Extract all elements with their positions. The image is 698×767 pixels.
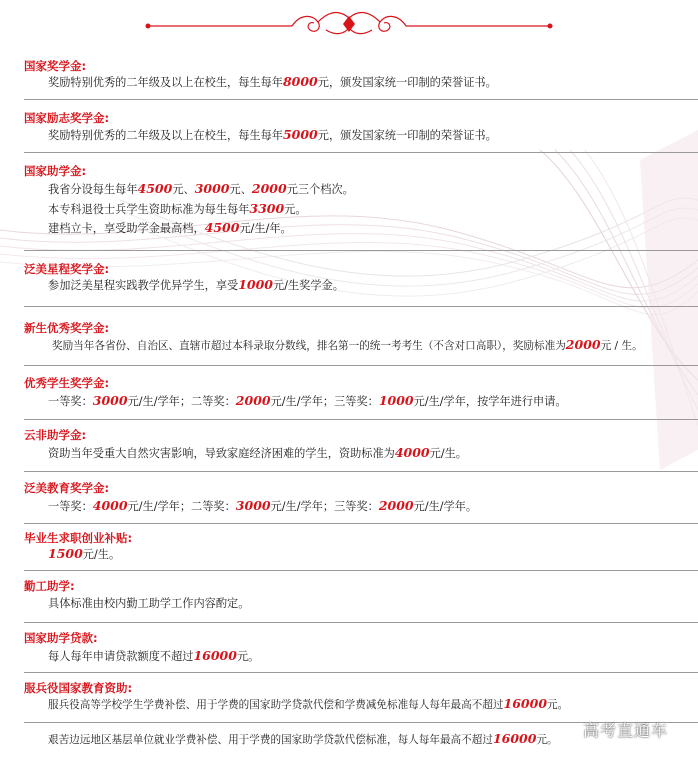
- section-title: 泛美教育奖学金:: [24, 481, 110, 495]
- section-title: 新生优秀奖学金:: [24, 321, 110, 335]
- section-title: 优秀学生奖学金:: [24, 376, 110, 390]
- divider: [24, 672, 698, 673]
- divider: [24, 419, 698, 420]
- divider: [24, 306, 698, 307]
- divider: [24, 471, 698, 472]
- divider: [24, 365, 698, 366]
- section-line: 1500元/生。: [48, 546, 121, 561]
- section-line: 奖励特别优秀的二年级及以上在校生，每生每年5000元，颁发国家统一印制的荣誉证书。: [48, 127, 497, 142]
- section-title: 国家奖学金:: [24, 59, 87, 73]
- section-title: 国家助学贷款:: [24, 631, 98, 645]
- section-line: 参加泛美星程实践教学优异学生，享受1000元/生奖学金。: [48, 277, 344, 292]
- section-line: 艰苦边远地区基层单位就业学费补偿、用于学费的国家助学贷款代偿标准，每人每年最高不超过16000元。: [48, 731, 558, 746]
- section-line: 每人每年申请贷款额度不超过16000元。: [48, 648, 260, 663]
- section-line: 服兵役高等学校学生学费补偿、用于学费的国家助学贷款代偿和学费减免标准每人每年最高不超过16000元。: [48, 696, 569, 711]
- divider: [24, 570, 698, 571]
- section-line: 资助当年受重大自然灾害影响，导致家庭经济困难的学生，资助标准为4000元/生。: [48, 445, 467, 460]
- section-line: 一等奖：3000元/生/学年；二等奖：2000元/生/学年；三等奖：1000元/生/学年，按学年进行申请。: [48, 393, 567, 408]
- divider: [24, 250, 698, 251]
- section-title: 云非助学金:: [24, 428, 87, 442]
- section-line: 我省分设每生每年4500元、3000元、2000元三个档次。: [48, 181, 354, 196]
- section-title: 服兵役国家教育资助:: [24, 681, 133, 695]
- section-line: 具体标准由校内勤工助学工作内容酌定。: [48, 597, 250, 610]
- section-title: 泛美星程奖学金:: [24, 262, 110, 276]
- section-line: 建档立卡，享受助学金最高档，4500元/生/年。: [48, 220, 292, 235]
- section-line: 一等奖：4000元/生/学年；二等奖：3000元/生/学年；三等奖：2000元/生/学年。: [48, 498, 478, 513]
- divider: [24, 99, 698, 100]
- section-title: 国家助学金:: [24, 164, 87, 178]
- section-title: 国家励志奖学金:: [24, 111, 110, 125]
- section-line: 奖励特别优秀的二年级及以上在校生，每生每年8000元，颁发国家统一印制的荣誉证书。: [48, 74, 497, 89]
- divider: [24, 622, 698, 623]
- section-title: 勤工助学:: [24, 579, 75, 593]
- section-line: 奖励当年各省份、自治区、直辖市超过本科录取分数线，排名第一的统一考考生（不含对口高职），奖励标准为2000元 / 生。: [52, 337, 643, 352]
- section-line: 本专科退役士兵学生资助标准为每生每年3300元。: [48, 201, 307, 216]
- watermark: 高考直通车: [582, 721, 668, 740]
- section-title: 毕业生求职创业补贴:: [24, 531, 133, 545]
- divider: [24, 152, 698, 153]
- divider: [24, 523, 698, 524]
